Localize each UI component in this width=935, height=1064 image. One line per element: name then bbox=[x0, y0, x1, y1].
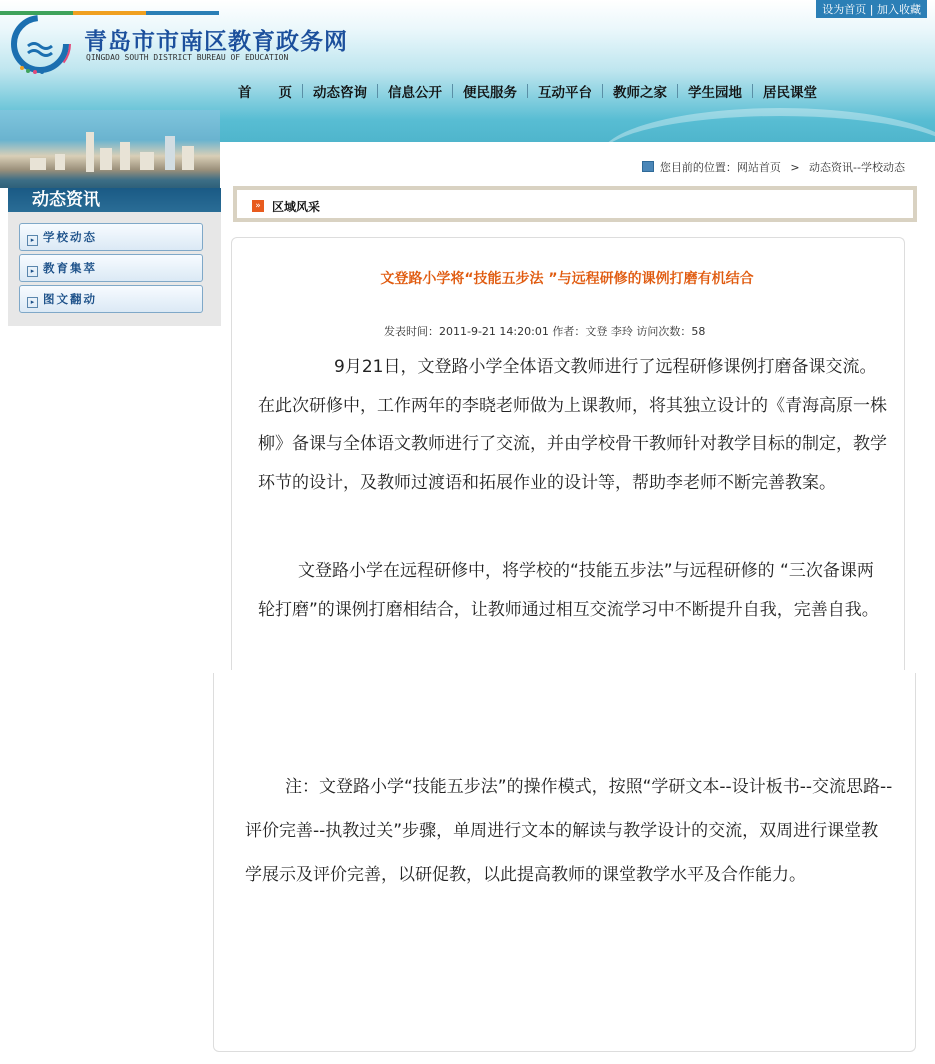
site-subtitle: QINGDAO SOUTH DISTRICT BUREAU OF EDUCATION bbox=[86, 53, 289, 62]
article-note: 注：文登路小学“技能五步法”的操作模式，按照“学研文本--设计板书--交流思路--评价完善--执教过关”步骤，单周进行文本的解读与教学设计的交流，双周进行课堂教学展示及评价完善，以研促教，以此提高教师的课堂教学水平及合作能力。 bbox=[245, 777, 893, 885]
arrow-box-icon: ▸ bbox=[27, 266, 38, 277]
section-header bbox=[233, 186, 917, 222]
nav-item-home[interactable]: 首 页 bbox=[238, 85, 292, 101]
breadcrumb-current-link[interactable]: 动态资讯--学校动态 bbox=[809, 161, 905, 174]
site-logo-icon bbox=[8, 12, 72, 76]
breadcrumb bbox=[642, 159, 905, 175]
article-meta: 发表时间：2011-9-21 14:20:01 作者：文登 李玲 访问次数：58 bbox=[384, 325, 706, 338]
breadcrumb-home-link[interactable]: 网站首页 bbox=[736, 161, 781, 174]
sidebar-item-education-digest[interactable] bbox=[19, 254, 203, 282]
breadcrumb-prefix: 您目前的位置： bbox=[659, 161, 737, 174]
sidebar-title: 动态资讯 bbox=[8, 188, 221, 212]
set-homepage-link[interactable]: 设为首页 bbox=[822, 3, 867, 16]
article-title: 文登路小学将“技能五步法 ”与远程研修的课例打磨有机结合 bbox=[380, 271, 754, 287]
sidebar-item-school-news[interactable] bbox=[19, 223, 203, 251]
city-skyline-image bbox=[0, 110, 220, 188]
nav-item-interaction[interactable]: 互动平台 bbox=[538, 85, 592, 101]
add-favorite-link[interactable]: 加入收藏 bbox=[877, 3, 921, 16]
top-links-divider: | bbox=[869, 3, 877, 16]
breadcrumb-separator: > bbox=[790, 161, 800, 174]
nav-item-teachers[interactable]: 教师之家 bbox=[613, 85, 667, 101]
nav-item-disclosure[interactable]: 信息公开 bbox=[388, 85, 442, 101]
nav-item-news[interactable]: 动态咨询 bbox=[313, 85, 367, 101]
nav-item-services[interactable]: 便民服务 bbox=[463, 85, 517, 101]
section-header-inner bbox=[237, 190, 913, 218]
arrow-box-icon: ▸ bbox=[27, 235, 38, 246]
top-color-bar bbox=[0, 0, 220, 4]
sidebar-item-label: 教育集萃 bbox=[43, 261, 97, 275]
nav-item-residents[interactable]: 居民课堂 bbox=[763, 85, 817, 101]
double-arrow-icon: » bbox=[252, 200, 264, 212]
sidebar-item-label: 图文翻动 bbox=[43, 292, 97, 306]
main-nav bbox=[228, 80, 827, 102]
sidebar bbox=[8, 188, 221, 326]
section-label: 区域风采 bbox=[272, 200, 321, 214]
sidebar-item-photo-news[interactable] bbox=[19, 285, 203, 313]
nav-item-students[interactable]: 学生园地 bbox=[688, 85, 742, 101]
article-paragraph: 文登路小学在远程研修中，将学校的“技能五步法”与远程研修的 “三次备课两轮打磨”的课例打磨相结合，让教师通过相互交流学习中不断提升自我，完善自我。 bbox=[258, 561, 879, 620]
sidebar-item-label: 学校动态 bbox=[43, 230, 97, 244]
article-paragraph: 9月21日，文登路小学全体语文教师进行了远程研修课例打磨备课交流。在此次研修中，工作两年的李晓老师做为上课教师，将其独立设计的《青海高原一株柳》备课与全体语文教师进行了交流，并由学校骨干教师针对教学目标的制定，教学环节的设计，及教师过渡语和拓展作业的设计等，帮助李老师不断完善教案。 bbox=[258, 357, 887, 493]
location-icon bbox=[642, 161, 654, 172]
arrow-box-icon: ▸ bbox=[27, 297, 38, 308]
top-links bbox=[816, 0, 927, 18]
site-title: 青岛市市南区教育政务网 bbox=[84, 29, 348, 55]
